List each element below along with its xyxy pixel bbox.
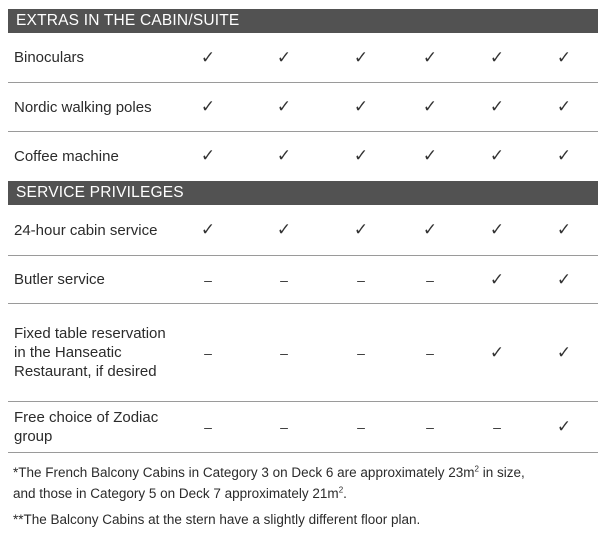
dash-icon: – bbox=[280, 271, 288, 288]
check-icon: ✓ bbox=[276, 47, 292, 67]
section-header-extras: EXTRAS IN THE CABIN/SUITE bbox=[8, 9, 598, 33]
dash-icon: – bbox=[426, 344, 434, 361]
table-row bbox=[8, 402, 598, 453]
check-icon: ✓ bbox=[353, 220, 369, 239]
check-icon: ✓ bbox=[422, 220, 438, 239]
check-icon: ✓ bbox=[556, 269, 572, 289]
table-row bbox=[8, 132, 598, 180]
dash-icon: – bbox=[357, 344, 365, 361]
check-icon: ✓ bbox=[200, 220, 216, 239]
check-icon: ✓ bbox=[200, 97, 216, 116]
table-row bbox=[8, 304, 598, 402]
check-icon: ✓ bbox=[556, 97, 572, 116]
row-label: Butler service bbox=[14, 271, 105, 288]
row-label: Fixed table reservation in the Hanseatic Restaurant, if desired bbox=[14, 325, 166, 380]
check-icon: ✓ bbox=[489, 342, 505, 362]
check-icon: ✓ bbox=[556, 417, 572, 436]
check-icon: ✓ bbox=[276, 146, 292, 165]
footnote-french-balcony: *The French Balcony Cabins in Category 3 on Deck 6 are approximately $23m^2$ in size, and those in Category 5 on Deck 7 approximately $21m^2$. bbox=[13, 464, 525, 501]
dash-icon: – bbox=[493, 419, 501, 435]
check-icon: ✓ bbox=[556, 342, 572, 362]
check-icon: ✓ bbox=[353, 47, 369, 67]
check-icon: ✓ bbox=[489, 220, 505, 239]
dash-icon: – bbox=[357, 271, 365, 288]
check-icon: ✓ bbox=[353, 97, 369, 116]
row-label: 24-hour cabin service bbox=[14, 221, 158, 239]
check-icon: ✓ bbox=[276, 220, 292, 239]
section-header-service: SERVICE PRIVILEGES bbox=[8, 181, 598, 205]
table-row bbox=[8, 256, 598, 304]
row-label: Binoculars bbox=[14, 49, 85, 66]
check-icon: ✓ bbox=[422, 146, 438, 165]
check-icon: ✓ bbox=[556, 47, 572, 67]
table-row bbox=[8, 83, 598, 132]
check-icon: ✓ bbox=[422, 47, 438, 67]
check-icon: ✓ bbox=[200, 146, 216, 165]
table-row bbox=[8, 33, 598, 83]
check-icon: ✓ bbox=[556, 146, 572, 165]
check-icon: ✓ bbox=[489, 47, 505, 67]
dash-icon: – bbox=[204, 344, 212, 361]
table-row bbox=[8, 205, 598, 256]
check-icon: ✓ bbox=[200, 47, 216, 67]
dash-icon: – bbox=[357, 419, 365, 435]
row-label: Free choice of Zodiac group bbox=[14, 409, 159, 445]
check-icon: ✓ bbox=[276, 97, 292, 116]
dash-icon: – bbox=[204, 419, 212, 435]
dash-icon: – bbox=[204, 271, 212, 288]
check-icon: ✓ bbox=[422, 97, 438, 116]
dash-icon: – bbox=[426, 271, 434, 288]
dash-icon: – bbox=[280, 344, 288, 361]
check-icon: ✓ bbox=[489, 97, 505, 116]
check-icon: ✓ bbox=[489, 146, 505, 165]
dash-icon: – bbox=[426, 419, 434, 435]
check-icon: ✓ bbox=[353, 146, 369, 165]
check-icon: ✓ bbox=[556, 220, 572, 239]
footnote-stern-cabins: **The Balcony Cabins at the stern have a slightly different floor plan. bbox=[13, 512, 421, 527]
check-icon: ✓ bbox=[489, 269, 505, 289]
dash-icon: – bbox=[280, 419, 288, 435]
row-label: Nordic walking poles bbox=[14, 98, 152, 116]
row-label: Coffee machine bbox=[14, 147, 119, 165]
